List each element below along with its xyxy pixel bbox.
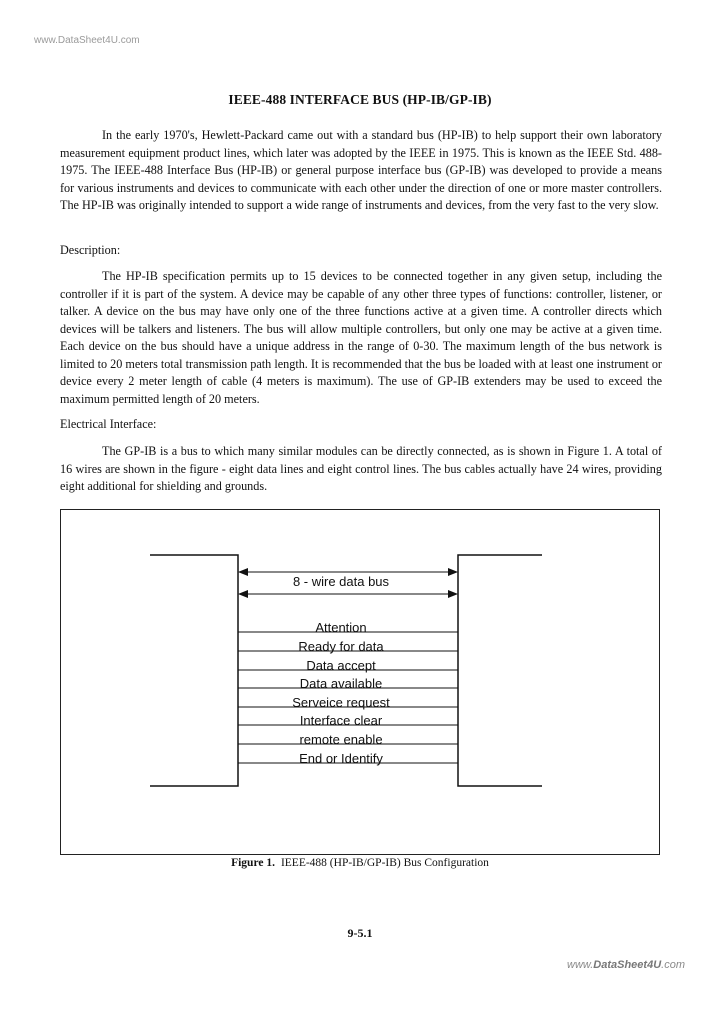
caption-label: Figure 1. bbox=[231, 857, 275, 869]
electrical-heading: Electrical Interface: bbox=[60, 417, 157, 431]
control-line-remote-enable: remote enable bbox=[299, 732, 383, 747]
document-title: IEEE-488 INTERFACE BUS (HP-IB/GP-IB) bbox=[228, 92, 492, 107]
intro-paragraph bbox=[60, 127, 662, 215]
right-module-outline bbox=[458, 555, 542, 786]
control-line-interface-clear: Interface clear bbox=[299, 713, 383, 728]
control-line-data-available: Data available bbox=[299, 676, 383, 691]
caption-text: IEEE-488 (HP-IB/GP-IB) Bus Configuration bbox=[280, 857, 489, 869]
figure-1 bbox=[60, 509, 660, 855]
control-line-end-or-identify: End or Identify bbox=[299, 751, 383, 766]
control-line-service-request: Serveice request bbox=[292, 695, 390, 710]
page-number: 9-5.1 bbox=[347, 926, 373, 940]
watermark-prefix: www. bbox=[567, 959, 594, 971]
data-bus-label: 8 - wire data bus bbox=[292, 574, 390, 589]
control-line-attention: Attention bbox=[315, 620, 367, 635]
watermark-bottom bbox=[567, 959, 685, 971]
watermark-suffix: .com bbox=[661, 959, 685, 971]
electrical-paragraph bbox=[60, 443, 662, 496]
electrical-text: The GP-IB is a bus to which many similar modules can be directly connected, as is shown in Figure 1. A total of 16 wires are shown in the figure - eight data lines and eight control lines. The bus cables actually have 24 wires, providing eight additional for shielding and grounds. bbox=[60, 444, 662, 493]
control-line-data-accept: Data accept bbox=[306, 658, 376, 673]
watermark-top: www.DataSheet4U.com bbox=[34, 35, 140, 46]
description-paragraph bbox=[60, 268, 662, 408]
control-lines bbox=[238, 620, 458, 766]
watermark-brand: DataSheet4U bbox=[593, 959, 662, 971]
bus-diagram bbox=[61, 510, 661, 856]
description-text: The HP-IB specification permits up to 15 devices to be connected together in any given setup, including the controller if it is part of the system. A device may be capable of any other three types of functions: controller, listener, or talker. A device on the bus may have only one of the three functions active at a given time. A controller directs which devices will be talkers and listeners. The bus will allow multiple controllers, but only one may be active at a given time. Each device on the bus should have a unique address in the range of 0-30. The maximum length of the bus network is limited to 20 meters total transmission path length. It is recommended that the bus be loaded with at least one instrument or device every 2 meter length of cable (4 meters is maximum). The use of GP-IB extenders may be used to exceed the maximum permitted length of 20 meters. bbox=[60, 269, 662, 406]
left-module-outline bbox=[150, 555, 238, 786]
intro-text: In the early 1970's, Hewlett-Packard came out with a standard bus (HP-IB) to help support their own laboratory measurement equipment product lines, which later was adopted by the IEEE in 1975. This is known as the IEEE Std. 488-1975. The IEEE-488 Interface Bus (HP-IB) or general purpose interface bus (GP-IB) was developed to provide a means for various instruments and devices to communicate with each other under the direction of one or more master controllers. The HP-IB was originally intended to support a wide range of instruments and devices, from the very fast to the very slow. bbox=[60, 128, 662, 212]
figure-caption bbox=[0, 857, 720, 869]
control-line-ready-for-data: Ready for data bbox=[298, 639, 384, 654]
description-heading: Description: bbox=[60, 243, 121, 257]
